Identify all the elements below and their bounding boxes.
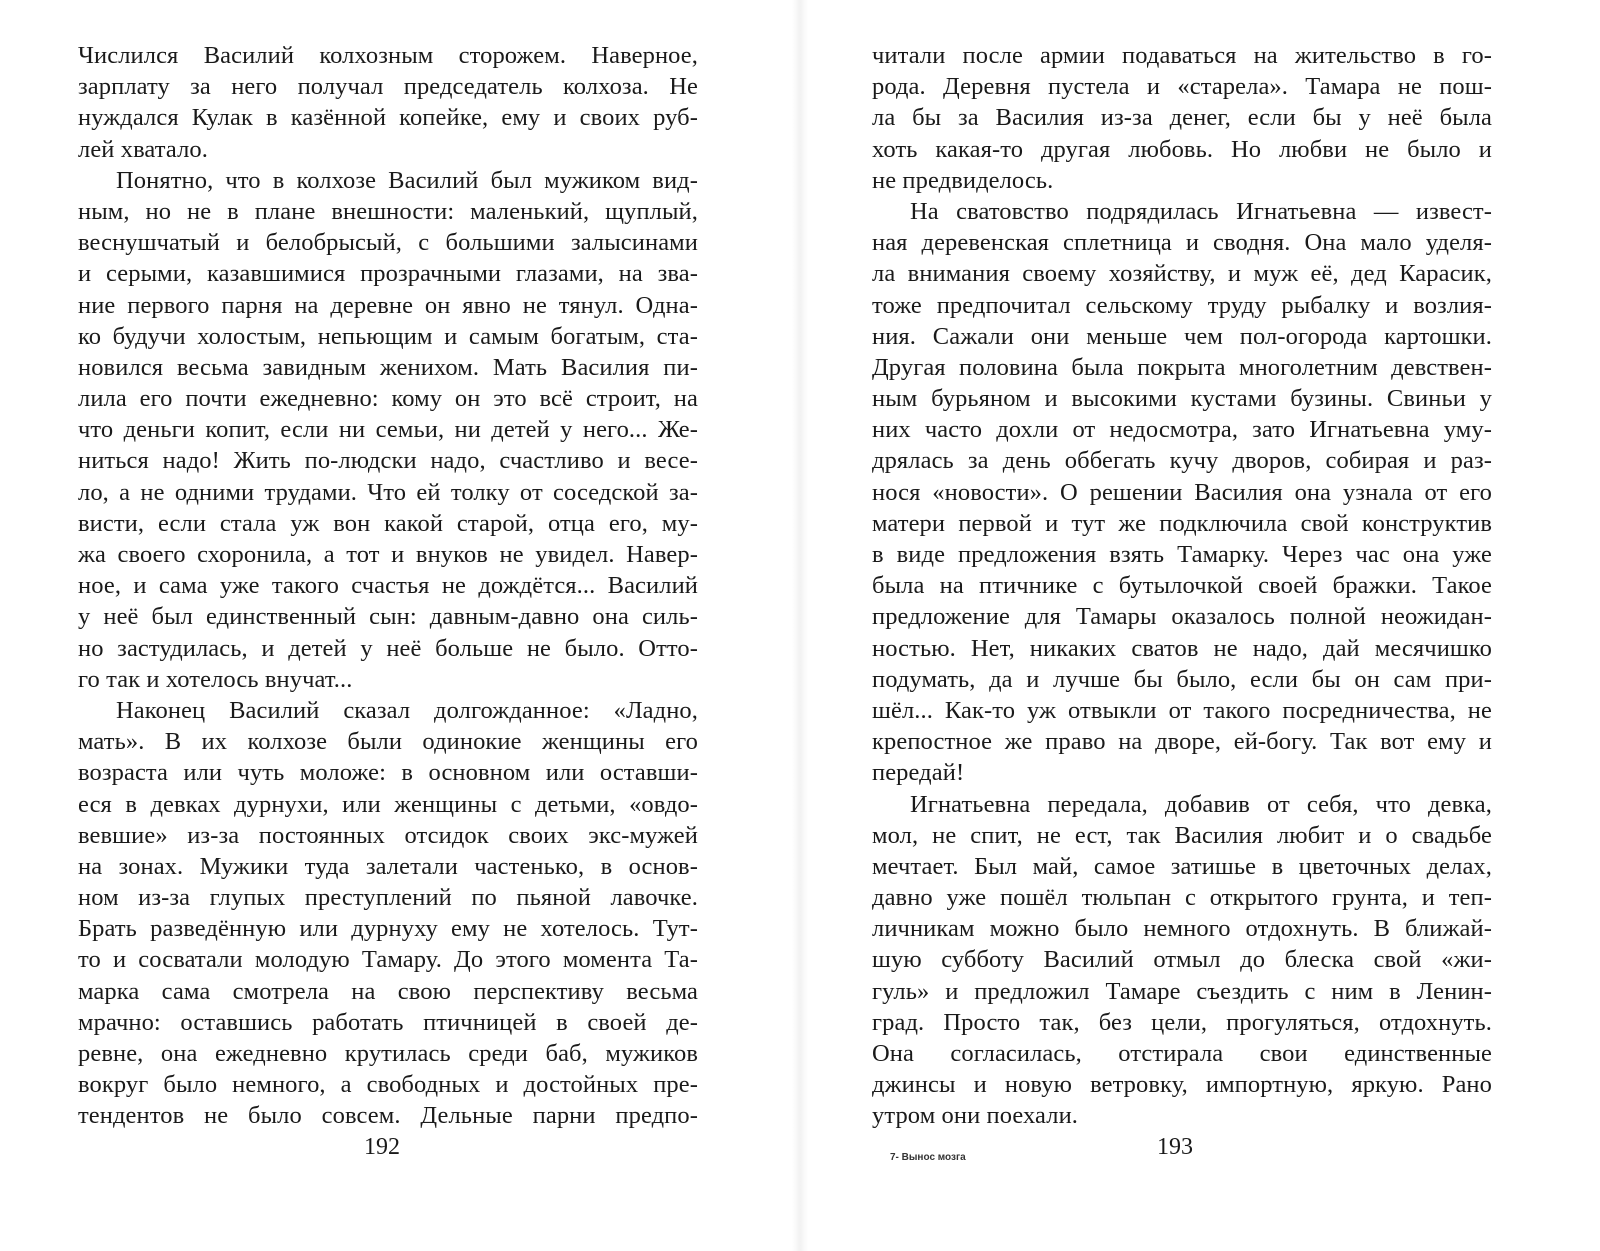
text-line: шёл... Как-то уж отвыкли от такого посредничества, не (872, 696, 1492, 724)
text-line: гуль» и предложил Тамаре съездить с ним в Ленин- (872, 977, 1492, 1005)
text-line: тоже предпочитал сельскому труду рыбалку и возлия- (872, 291, 1492, 319)
text-line: нося «новости». О решении Василия она узнала от его (872, 478, 1492, 506)
text-line: предложение для Тамары оказалось полной неожидан- (872, 603, 1492, 631)
text-line: град. Просто так, без цели, прогуляться, отдохнуть. (872, 1008, 1492, 1036)
text-line: мол, не спит, не ест, так Василия любит и о свадьбе (872, 821, 1492, 849)
text-line: то и сосватали молодую Тамару. До этого момента Та- (78, 946, 698, 974)
text-line: Понятно, что в колхозе Василий был мужиком вид- (116, 166, 698, 194)
text-line: ло, а не одними трудами. Что ей толку от соседской за- (78, 478, 698, 506)
text-line: ностью. Нет, никаких сватов не надо, дай месячишко (872, 634, 1492, 662)
text-line: ниться надо! Жить по-людски надо, счастливо и весе- (78, 447, 698, 475)
page-number-left: 192 (364, 1134, 400, 1160)
text-line: читали после армии подаваться на жительство в го- (872, 42, 1492, 69)
text-line: Наконец Василий сказал долгожданное: «Ладно, (116, 696, 698, 724)
text-line: мрачно: оставшись работать птичницей в своей де- (78, 1008, 698, 1036)
text-line: утром они поехали. (872, 1102, 1079, 1130)
text-line: ная деревенская сплетница и сводня. Она мало уделя- (872, 229, 1492, 257)
text-line: дрялась за день оббегать кучу дворов, собирая и раз- (872, 447, 1492, 475)
text-line: мать». В их колхозе были одинокие женщины его (78, 728, 698, 756)
text-line: рода. Деревня пустела и «старела». Тамара не пош- (872, 73, 1492, 101)
text-line: и серыми, казавшимися прозрачными глазами, на зва- (78, 260, 698, 288)
text-line: новился весьма завидным женихом. Мать Василия пи- (78, 353, 698, 381)
text-line: давно уже пошёл тюльпан с открытого грунта, и теп- (872, 884, 1492, 912)
text-line: шую субботу Василий отмыл до блеска свой «жи- (872, 946, 1492, 974)
text-line: у неё был единственный сын: давным-давно она силь- (78, 603, 698, 631)
text-line: крепостное же право на дворе, ей-богу. Так вот ему и (872, 728, 1492, 756)
text-line: была на птичнике с бутылочкой своей бражки. Такое (872, 572, 1492, 600)
text-line: нуждался Кулак в казённой копейке, ему и своих руб- (78, 104, 698, 132)
right-page (872, 40, 1492, 1132)
text-line: хоть какая-то другая любовь. Но любви не было и (872, 135, 1492, 163)
left-page (78, 40, 698, 1132)
text-line: жа своего схоронила, а тот и внуков не увидел. Навер- (78, 541, 698, 568)
text-line: на зонах. Мужики туда залетали частенько, в основ- (78, 852, 698, 880)
text-line: На сватовство подрядилась Игнатьевна — извест- (910, 197, 1492, 225)
text-line: висти, если стала уж вон какой старой, отца его, му- (78, 509, 698, 537)
text-line: вевшие» из-за постоянных отсидок своих экс-мужей (78, 821, 698, 849)
text-line: не предвиделось. (872, 166, 1054, 194)
text-line: го так и хотелось внучат... (78, 665, 353, 693)
text-line: ко будучи холостым, непьющим и самым богатым, ста- (78, 322, 698, 350)
text-line: ным, но не в плане внешности: маленький, щуплый, (78, 197, 698, 225)
text-line: возраста или чуть моложе: в основном или оставши- (78, 759, 698, 787)
text-line: ние первого парня на деревне он явно не тянул. Одна- (78, 291, 698, 319)
text-line: веснушчатый и белобрысый, с большими залысинами (78, 229, 698, 257)
text-line: зарплату за него получал председатель колхоза. Не (78, 73, 698, 101)
text-line: в виде предложения взять Тамарку. Через час она уже (872, 541, 1492, 568)
text-line: Игнатьевна передала, добавив от себя, что девка, (910, 790, 1492, 818)
text-line: Она согласилась, отстирала свои единственные (872, 1040, 1492, 1067)
text-line: них часто дохли от недосмотра, зато Игнатьевна уму- (872, 416, 1492, 444)
text-line: но застудилась, и детей у неё больше не было. Отто- (78, 634, 698, 662)
text-line: ла бы за Василия из-за денег, если бы у неё была (872, 104, 1492, 132)
text-line: ревне, она ежедневно крутилась среди баб, мужиков (78, 1040, 698, 1067)
text-line: Брать разведённую или дурнуху ему не хотелось. Тут- (78, 915, 698, 943)
text-line: Числился Василий колхозным сторожем. Наверное, (78, 42, 698, 69)
text-line: Другая половина была покрыта многолетним девствен- (872, 353, 1492, 381)
text-line: еся в девках дурнухи, или женщины с детьми, «овдо- (78, 790, 698, 818)
gutter (792, 0, 808, 1251)
text-line: марка сама смотрела на свою перспективу весьма (78, 977, 698, 1005)
text-line: ния. Сажали они меньше чем пол-огорода картошки. (872, 322, 1492, 350)
text-line: матери первой и тут же подключила свой конструктив (872, 509, 1492, 537)
text-line: личникам можно было немного отдохнуть. В ближай- (872, 915, 1492, 943)
text-line: джинсы и новую ветровку, импортную, яркую. Рано (872, 1071, 1492, 1099)
text-line: тендентов не было совсем. Дельные парни предпо- (78, 1102, 698, 1130)
page-number-right: 193 (1157, 1134, 1193, 1160)
text-line: лила его почти ежедневно: кому он это всё строит, на (78, 385, 698, 413)
text-line: мечтает. Был май, самое затишье в цветочных делах, (872, 852, 1492, 880)
text-line: лей хватало. (78, 135, 208, 163)
text-line: вокруг было немного, а свободных и достойных пре- (78, 1071, 698, 1099)
text-line: подумать, да и лучше бы было, если бы он сам при- (872, 665, 1492, 693)
text-line: передай! (872, 759, 965, 787)
text-line: ное, и сама уже такого счастья не дождётся... Василий (78, 572, 698, 600)
text-line: ном из-за глупых преступлений по пьяной лавочке. (78, 884, 698, 912)
text-line: ным бурьяном и высокими кустами бузины. Свиньи у (872, 385, 1492, 413)
text-line: ла внимания своему хозяйству, и муж её, дед Карасик, (872, 260, 1492, 288)
text-line: что деньги копит, если ни семьи, ни детей у него... Же- (78, 416, 698, 444)
signature-mark: 7- Вынос мозга (890, 1152, 966, 1163)
